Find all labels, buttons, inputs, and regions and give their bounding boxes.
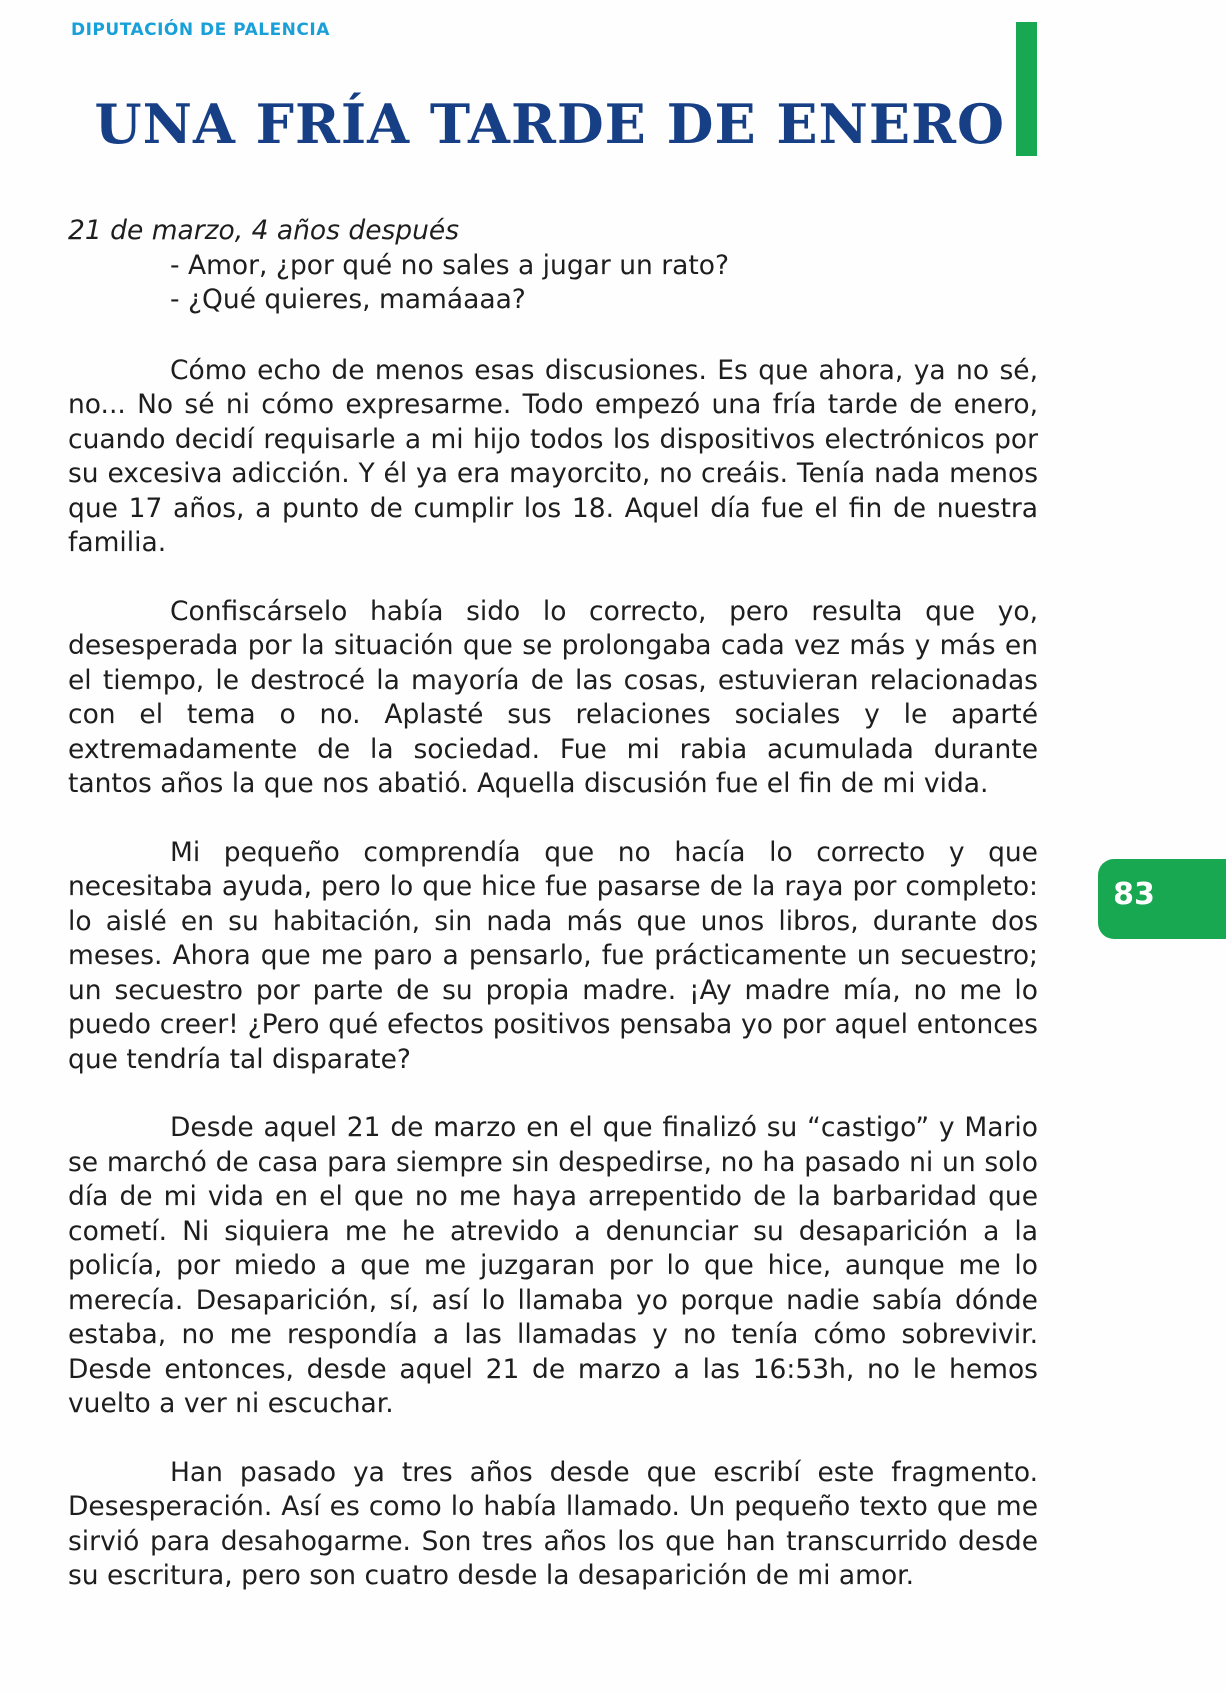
story-body [68, 214, 1038, 1594]
dialog-line: - ¿Qué quieres, mamáaaa? [170, 284, 526, 315]
paragraph: Desde aquel 21 de marzo en el que finalizó su “castigo” y Mario se marchó de casa para siempre sin despedirse, no ha pasado ni un solo día de mi vida en el que no me haya arrepentido de la barbaridad que cometí. Ni siquiera me he atrevido a denunciar su desaparición a la policía, por miedo a que me juzgaran por lo que hice, aunque me lo merecía. Desaparición, sí, así lo llamaba yo porque nadie sabía dónde estaba, no me respondía a las llamadas y no tenía cómo sobrevivir. Desde entonces, desde aquel 21 de marzo a las 16:53h, no le hemos vuelto a ver ni escuchar. [68, 1112, 1038, 1419]
story-title: UNA FRÍA TARDE DE ENERO [94, 92, 1005, 156]
title-accent-bar [1016, 22, 1037, 156]
paragraph: Mi pequeño comprendía que no hacía lo correcto y que necesitaba ayuda, pero lo que hice fue pasarse de la raya por completo: lo aislé en su habitación, sin nada más que unos libros, durante dos meses. Ahora que me paro a pensarlo, fue prácticamente un secuestro; un secuestro por parte de su propia madre. ¡Ay madre mía, no me lo puedo creer! ¿Pero qué efectos positivos pensaba yo por aquel entonces que tendría tal disparate? [68, 836, 1038, 1075]
publisher-header: DIPUTACIÓN DE PALENCIA [71, 20, 330, 40]
dialog-line: - Amor, ¿por qué no sales a jugar un rato? [170, 249, 730, 281]
paragraph: Confiscárselo había sido lo correcto, pero resulta que yo, desesperada por la situación que se prolongaba cada vez más y más en el tiempo, le destrocé la mayoría de las cosas, estuvieran relacionadas con el tema o no. Aplasté sus relaciones sociales y le aparté extremadamente de la sociedad. Fue mi rabia acumulada durante tantos años la que nos abatió. Aquella discusión fue el fin de mi vida. [68, 595, 1038, 799]
dateline: 21 de marzo, 4 años después [68, 215, 460, 246]
paragraph: Cómo echo de menos esas discusiones. Es que ahora, ya no sé, no... No sé ni cómo expresarme. Todo empezó una fría tarde de enero, cuando decidí requisarle a mi hijo todos los dispositivos electrónicos por su excesiva adicción. Y él ya era mayorcito, no creáis. Tenía nada menos que 17 años, a punto de cumplir los 18. Aquel día fue el fin de nuestra familia. [68, 354, 1038, 558]
paragraph: Han pasado ya tres años desde que escribí este fragmento. Desesperación. Así es como lo había llamado. Un pequeño texto que me sirvió para desahogarme. Son tres años los que han transcurrido desde su escritura, pero son cuatro desde la desaparición de mi amor. [68, 1456, 1038, 1591]
page-number: 83 [1113, 877, 1155, 912]
